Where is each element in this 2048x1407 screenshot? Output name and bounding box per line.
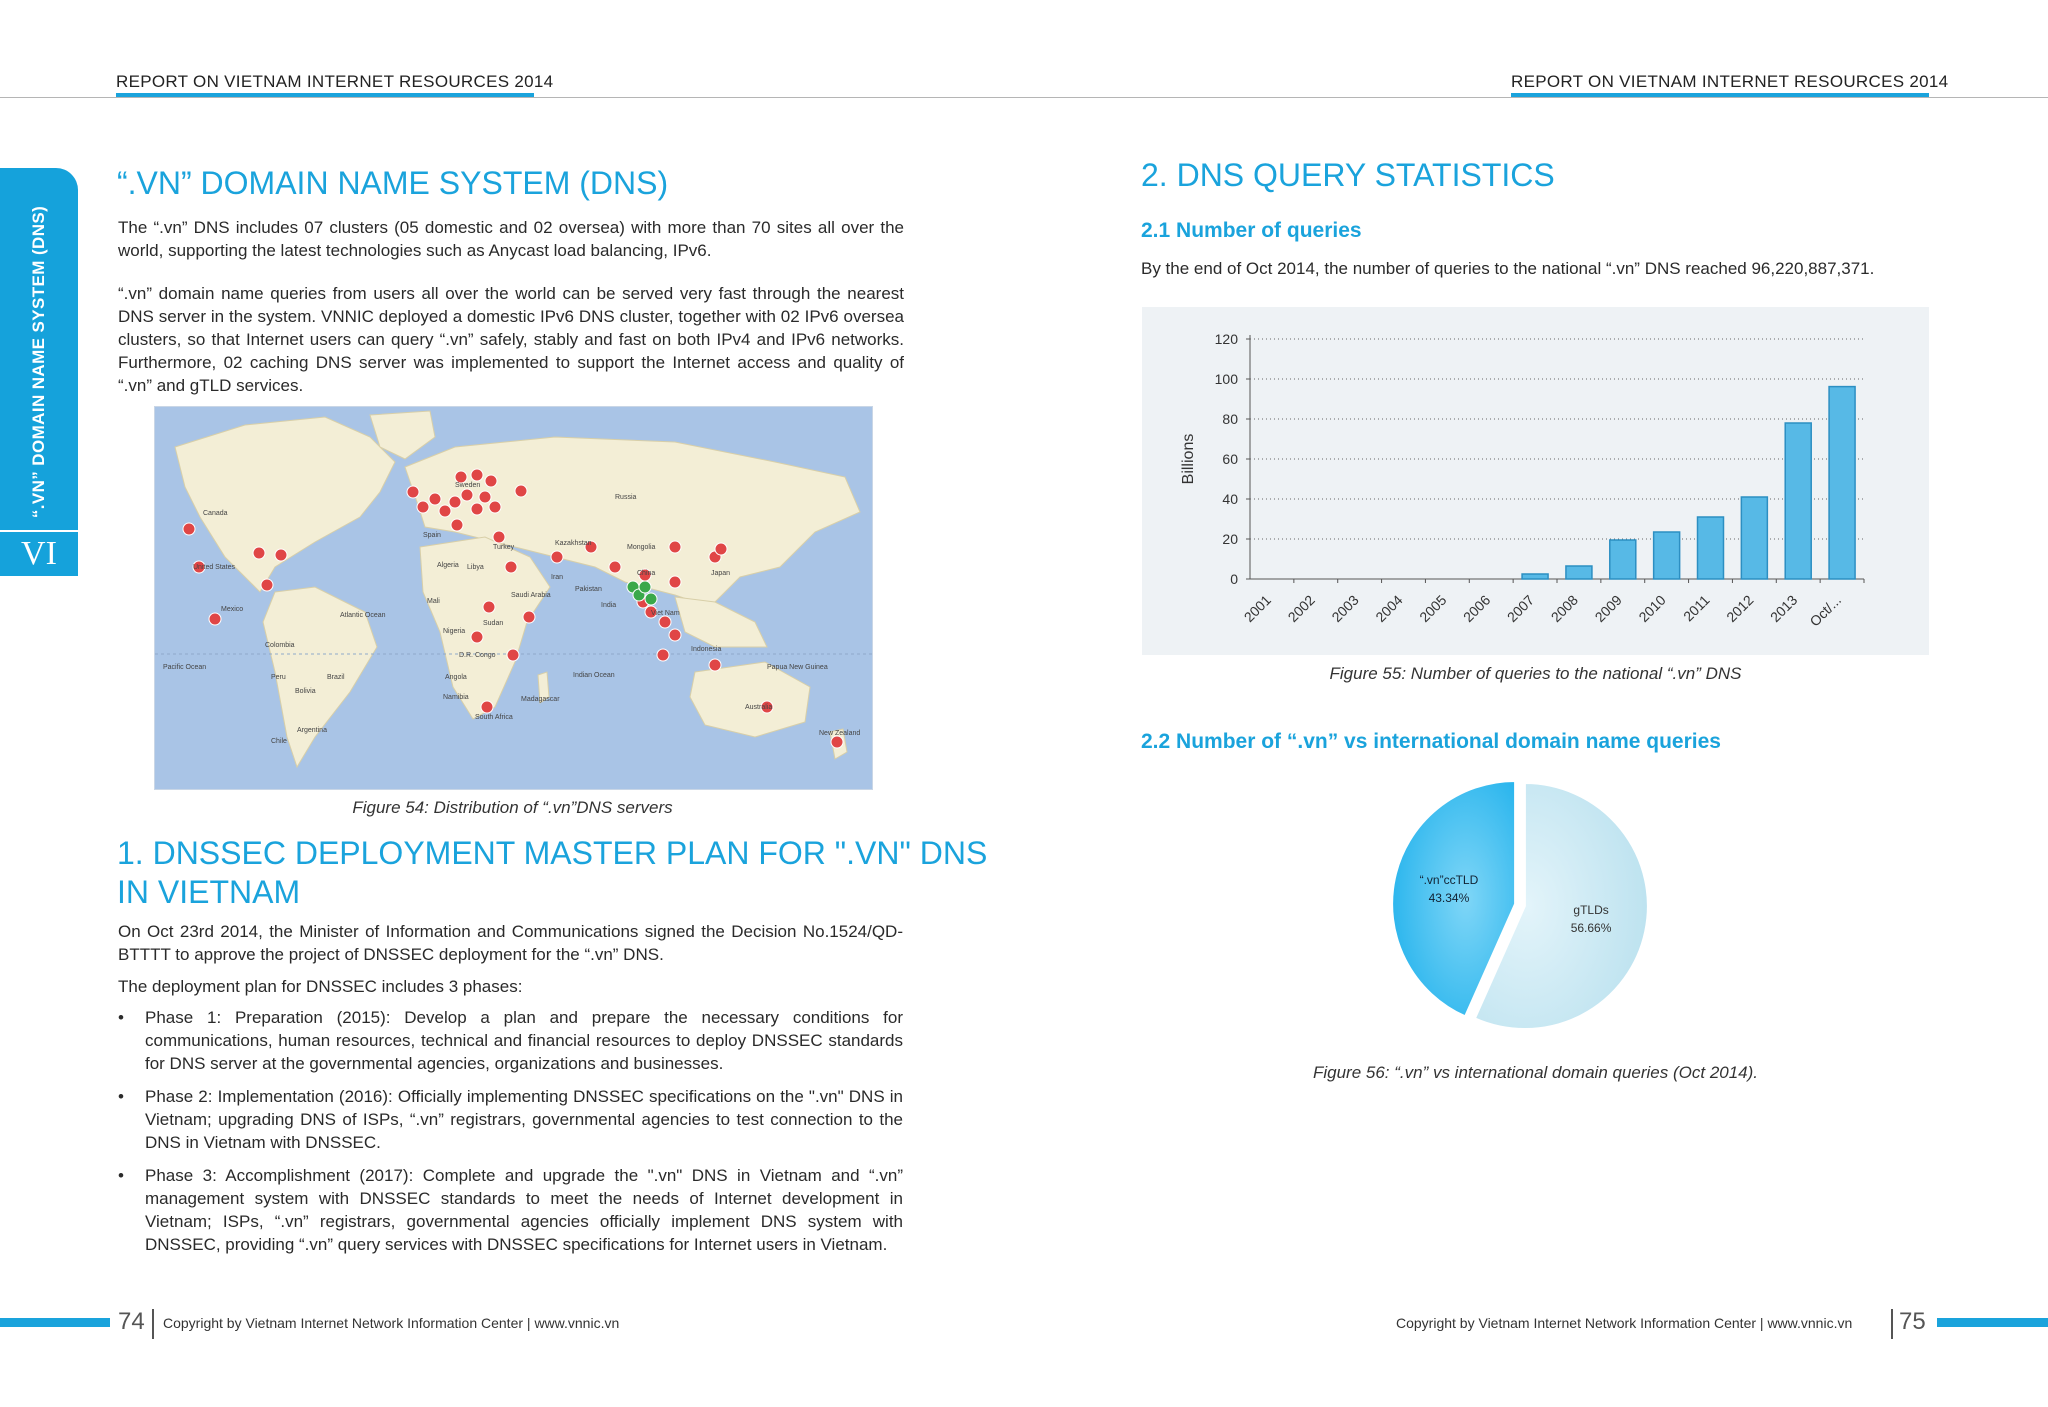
map-label: China [637, 570, 656, 577]
bar [1610, 540, 1636, 579]
x-tick-label: 2003 [1328, 591, 1362, 626]
map-label: Argentina [297, 727, 327, 734]
dns-site-marker [451, 519, 463, 531]
map-label: Canada [203, 510, 228, 517]
map-label: New Zealand [819, 730, 861, 737]
dns-site-marker [483, 601, 495, 613]
map-label: South Africa [475, 714, 513, 721]
queries-bar-chart [1142, 307, 1929, 655]
map-label: Saudi Arabia [511, 592, 551, 599]
dns-site-marker [417, 501, 429, 513]
landmass-southeast-asia [675, 597, 767, 647]
map-label: D.R. Congo [459, 652, 496, 659]
pie-label: “.vn”ccTLD [1419, 872, 1479, 887]
map-label: Angola [445, 674, 467, 681]
bar [1698, 517, 1724, 579]
subsection-2-1-title: 2.1 Number of queries [1141, 219, 1362, 242]
map-label: Sweden [455, 482, 481, 489]
dns-site-marker [669, 629, 681, 641]
dns-site-marker [261, 579, 273, 591]
bar [1654, 532, 1680, 579]
map-label: Japan [711, 570, 731, 577]
map-label: Papua New Guinea [767, 664, 828, 671]
intro-paragraph-1: The “.vn” DNS includes 07 clusters (05 domestic and 02 oversea) with more than 70 sites all over the world, supporting the latest technologies such as Anycast load balancing, IPv6. [118, 218, 904, 260]
vn-site-marker [645, 593, 657, 605]
bar [1785, 423, 1811, 579]
map-label: Algeria [437, 562, 459, 569]
x-tick-label: 2009 [1591, 591, 1625, 626]
map-label: Peru [271, 674, 286, 681]
dns-site-marker [669, 576, 681, 588]
dns-site-marker [407, 486, 419, 498]
phase-list [118, 1006, 903, 1266]
dns-site-marker [209, 613, 221, 625]
y-tick-label: 120 [1214, 331, 1238, 347]
footer-accent-right [1937, 1318, 2048, 1327]
dns-site-marker [515, 485, 527, 497]
dns-site-marker [507, 649, 519, 661]
figure-56-caption: Figure 56: “.vn” vs international domain queries (Oct 2014). [1312, 1063, 1759, 1082]
header-title-left: REPORT ON VIETNAM INTERNET RESOURCES 2014 [116, 72, 554, 91]
dns-site-marker [523, 611, 535, 623]
map-label: Mali [427, 598, 440, 605]
dns-site-marker [657, 649, 669, 661]
intro-paragraph-2: “.vn” domain name queries from users all over the world can be served very fast through the nearest DNS server in the system. VNNIC deployed a domestic IPv6 DNS cluster, together with 02 IPv6 oversea clusters, so that Internet users can query “.vn” safely, stably and fast on both IPv4 and IPv6 networks. Furthermore, 02 caching DNS server was implemented to support the Internet access and quality of “.vn” and gTLD services. [118, 284, 904, 395]
y-tick-label: 0 [1230, 571, 1238, 587]
dns-site-marker [609, 561, 621, 573]
x-tick-label: 2010 [1635, 591, 1669, 626]
map-label: Iran [551, 574, 564, 581]
footer-divider-left [152, 1309, 154, 1339]
map-label: Kazakhstan [555, 540, 592, 547]
domain-queries-pie-chart [1350, 770, 1690, 1040]
queries-bar-chart-panel [1142, 307, 1929, 655]
page-title: “.VN” DOMAIN NAME SYSTEM (DNS) [117, 165, 669, 201]
map-label: Bolivia [295, 688, 316, 695]
map-label: Namibia [443, 694, 469, 701]
map-label: Pacific Ocean [163, 664, 207, 671]
x-tick-label: 2013 [1766, 591, 1801, 626]
dns-site-marker [471, 503, 483, 515]
dns-site-marker [253, 547, 265, 559]
dns-site-marker [505, 561, 517, 573]
dns-site-marker [429, 493, 441, 505]
figure-55-caption: Figure 55: Number of queries to the national “.vn” DNS [1329, 664, 1742, 683]
x-tick-label: 2006 [1459, 591, 1494, 626]
map-label: Russia [615, 494, 637, 501]
section-1-title-line-1: 1. DNSSEC DEPLOYMENT MASTER PLAN FOR ".VN" DNS [117, 835, 988, 871]
map-label: Viet Nam [651, 610, 680, 617]
bar [1566, 566, 1592, 579]
dns-site-marker [439, 505, 451, 517]
section-1-paragraph: On Oct 23rd 2014, the Minister of Information and Communications signed the Decision No.1524/QD-BTTTT to approve the project of DNSSEC deployment for the “.vn” DNS. [118, 922, 903, 964]
map-label: Libya [467, 564, 484, 571]
dns-site-marker [183, 523, 195, 535]
x-tick-label: Oct/... [1806, 591, 1845, 630]
chapter-side-label: “.VN” DOMAIN NAME SYSTEM (DNS) [29, 205, 48, 519]
y-tick-label: 40 [1222, 491, 1238, 507]
dns-site-marker [489, 501, 501, 513]
map-label: Chile [271, 738, 287, 745]
dns-site-marker [471, 631, 483, 643]
pie-value-label: 43.34% [1428, 890, 1470, 905]
dns-site-marker [669, 541, 681, 553]
dns-site-marker [715, 543, 727, 555]
page-number-right: 75 [1899, 1308, 1926, 1335]
landmass-australia [690, 662, 810, 737]
section-2-title: 2. DNS QUERY STATISTICS [1141, 157, 1555, 193]
y-axis-label: Billions [1180, 433, 1197, 485]
pie-value-label: 56.66% [1570, 921, 1612, 936]
dns-site-marker [551, 551, 563, 563]
section-1-title-line-2: IN VIETNAM [117, 874, 301, 910]
page-number-left: 74 [118, 1308, 145, 1335]
map-label: India [601, 602, 617, 609]
dns-site-marker [831, 736, 843, 748]
dns-site-marker [709, 659, 721, 671]
figure-54-caption: Figure 54: Distribution of “.vn”DNS servers [352, 798, 673, 817]
map-label: Australia [745, 704, 773, 711]
x-tick-label: 2007 [1503, 591, 1538, 626]
dns-site-marker [493, 531, 505, 543]
dns-site-marker [479, 491, 491, 503]
dns-site-marker [449, 496, 461, 508]
map-label: Brazil [327, 674, 345, 681]
world-map-graphic [155, 407, 872, 789]
subsection-2-1-text: By the end of Oct 2014, the number of queries to the national “.vn” DNS reached 96,220,887,371. [1141, 259, 1875, 278]
y-tick-label: 60 [1222, 451, 1238, 467]
x-tick-label: 2005 [1416, 591, 1450, 626]
phase-item-3: • Phase 3: Accomplishment (2017): Complete and upgrade the ".vn" DNS in Vietnam and “.vn” management system with DNSSEC standards to meet the needs of Internet development in Vietnam; ISPs, “.vn” registrars, governmental agencies officially implement DNS system with DNSSEC, providing “.vn” query services with DNSSEC specifications for Internet users in Vietnam. [118, 1164, 903, 1256]
header-title-right: REPORT ON VIETNAM INTERNET RESOURCES 2014 [1511, 72, 1949, 91]
dns-site-marker [461, 489, 473, 501]
x-tick-label: 2012 [1723, 591, 1757, 626]
map-label: Nigeria [443, 628, 466, 635]
dns-site-marker [485, 475, 497, 487]
vn-site-marker [639, 581, 651, 593]
dns-site-marker [471, 469, 483, 481]
map-label: Sudan [483, 620, 504, 627]
bar [1522, 574, 1548, 579]
map-label: Mongolia [627, 544, 656, 551]
map-label: Indonesia [691, 646, 722, 653]
chapter-number: VI [21, 535, 57, 572]
map-label: Mexico [221, 606, 244, 613]
dns-site-marker [481, 701, 493, 713]
subsection-2-2-title: 2.2 Number of “.vn” vs international domain name queries [1141, 730, 1721, 753]
map-label: Indian Ocean [573, 672, 615, 679]
world-map-dns-servers [154, 406, 873, 790]
footer-accent-left [0, 1318, 110, 1327]
bar [1741, 497, 1767, 579]
header-divider [0, 97, 2048, 98]
map-label: United States [193, 564, 236, 571]
phase-item-1: • Phase 1: Preparation (2015): Develop a plan and prepare the necessary conditions for communications, human resources, technical and financial resources to deploy DNSSEC standards for DNS server at the governmental agencies, organizations and businesses. [118, 1006, 903, 1075]
dns-site-marker [659, 616, 671, 628]
x-tick-label: 2001 [1240, 591, 1275, 626]
map-label: Spain [423, 532, 441, 539]
x-tick-label: 2002 [1284, 591, 1318, 626]
footer-copyright-left: Copyright by Vietnam Internet Network Information Center | www.vnnic.vn [163, 1315, 620, 1331]
y-tick-label: 20 [1222, 531, 1238, 547]
section-1-plan-intro: The deployment plan for DNSSEC includes 3 phases: [118, 977, 523, 996]
map-label: Turkey [493, 544, 515, 551]
footer-copyright-right: Copyright by Vietnam Internet Network Information Center | www.vnnic.vn [1396, 1315, 1853, 1331]
footer-divider-right [1891, 1309, 1893, 1339]
bar [1829, 387, 1855, 579]
map-label: Colombia [265, 642, 295, 649]
map-label: Atlantic Ocean [340, 612, 386, 619]
map-label: Pakistan [575, 586, 602, 593]
map-label: Madagascar [521, 696, 560, 703]
x-tick-label: 2008 [1547, 591, 1582, 626]
phase-item-2: • Phase 2: Implementation (2016): Officially implementing DNSSEC specifications on the ".vn" DNS in Vietnam; upgrading DNS of ISPs, “.vn” registrars, governmental agencies to test connection to the DNS in Vietnam with DNSSEC. [118, 1085, 903, 1154]
x-tick-label: 2011 [1680, 591, 1713, 625]
y-tick-label: 100 [1214, 371, 1238, 387]
x-tick-label: 2004 [1372, 591, 1406, 626]
y-tick-label: 80 [1222, 411, 1238, 427]
dns-site-marker [275, 549, 287, 561]
pie-label: gTLDs [1573, 903, 1609, 918]
